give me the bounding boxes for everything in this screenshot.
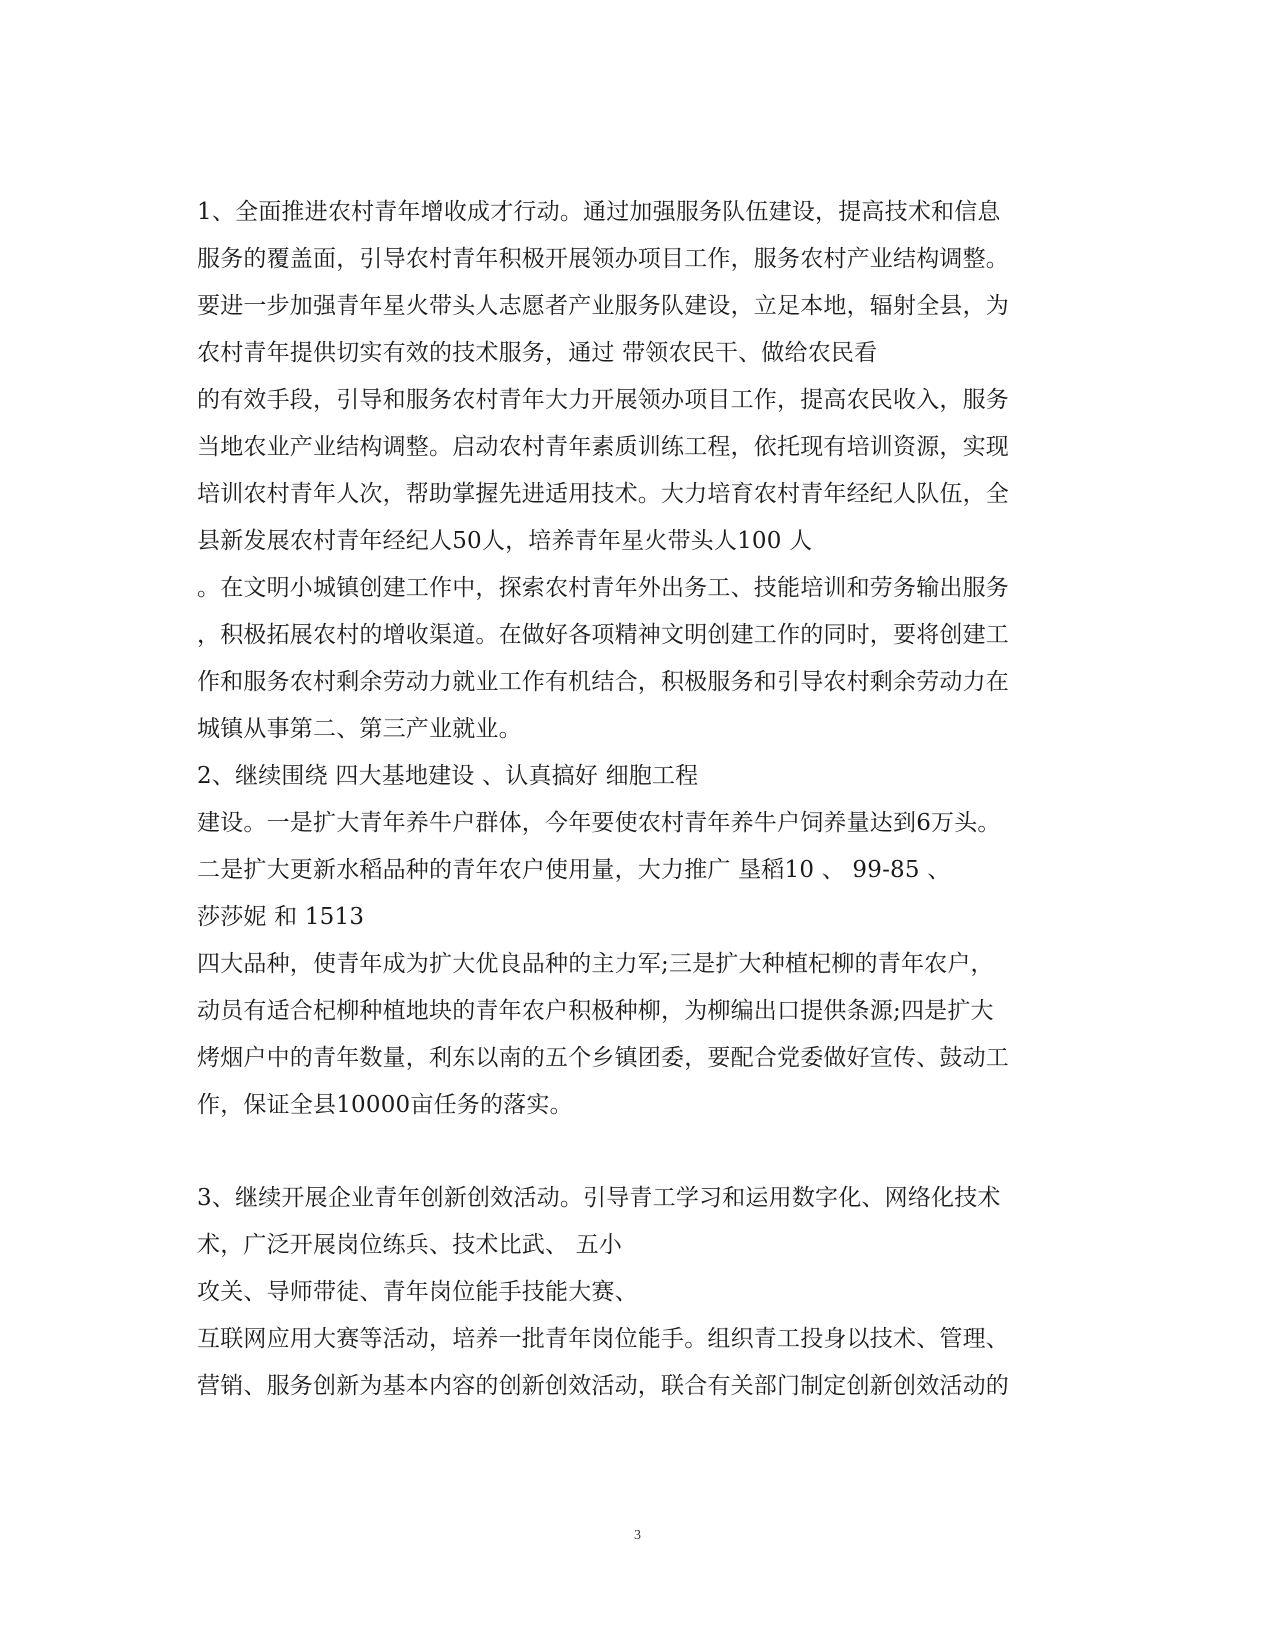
text-line: 互联网应用大赛等活动，培养一批青年岗位能手。组织青工投身以技术、管理、	[197, 1326, 1009, 1352]
text-line: 建设。一是扩大青年养牛户群体，今年要使农村青年养牛户饲养量达到6万头。	[197, 810, 1001, 836]
text-line: ，积极拓展农村的增收渠道。在做好各项精神文明创建工作的同时，要将创建工	[197, 622, 1009, 648]
text-line: 1、全面推进农村青年增收成才行动。通过加强服务队伍建设，提高技术和信息	[197, 199, 1001, 225]
text-line: 。在文明小城镇创建工作中，探索农村青年外出务工、技能培训和劳务输出服务	[197, 575, 1009, 601]
text-line: 莎莎妮 和 1513	[197, 904, 365, 930]
text-line: 服务的覆盖面，引导农村青年积极开展领办项目工作，服务农村产业结构调整。	[197, 246, 1009, 272]
text-line: 烤烟户中的青年数量，利东以南的五个乡镇团委，要配合党委做好宣传、鼓动工	[197, 1045, 1009, 1071]
text-line: 四大品种，使青年成为扩大优良品种的主力军;三是扩大种植杞柳的青年农户，	[197, 951, 994, 977]
text-line: 培训农村青年人次，帮助掌握先进适用技术。大力培育农村青年经纪人队伍，全	[197, 481, 1009, 507]
text-line: 当地农业产业结构调整。启动农村青年素质训练工程，依托现有培训资源，实现	[197, 434, 1009, 460]
text-line: 县新发展农村青年经纪人50人，培养青年星火带头人100 人	[197, 528, 813, 554]
text-line: 3、继续开展企业青年创新创效活动。引导青工学习和运用数字化、网络化技术	[197, 1185, 1001, 1211]
text-line: 动员有适合杞柳种植地块的青年农户积极种柳，为柳编出口提供条源;四是扩大	[197, 998, 994, 1024]
text-line: 营销、服务创新为基本内容的创新创效活动，联合有关部门制定创新创效活动的	[197, 1373, 1009, 1399]
text-line: 的有效手段，引导和服务农村青年大力开展领办项目工作，提高农民收入，服务	[197, 387, 1009, 413]
text-line: 作，保证全县10000亩任务的落实。	[197, 1092, 573, 1118]
text-line: 要进一步加强青年星火带头人志愿者产业服务队建设，立足本地，辐射全县，为	[197, 293, 1009, 319]
text-line: 2、继续围绕 四大基地建设 、认真搞好 细胞工程	[197, 763, 699, 789]
text-line: 农村青年提供切实有效的技术服务，通过 带领农民干、做给农民看	[197, 340, 878, 366]
page-number: 3	[634, 1528, 641, 1543]
text-line: 术，广泛开展岗位练兵、技术比武、 五小	[197, 1232, 623, 1258]
text-line: 城镇从事第二、第三产业就业。	[197, 716, 522, 742]
text-line: 攻关、导师带徒、青年岗位能手技能大赛、	[197, 1279, 638, 1305]
text-line: 作和服务农村剩余劳动力就业工作有机结合，积极服务和引导农村剩余劳动力在	[197, 669, 1009, 695]
text-line: 二是扩大更新水稻品种的青年农户使用量，大力推广 垦稻10 、 99-85 、	[197, 857, 951, 883]
